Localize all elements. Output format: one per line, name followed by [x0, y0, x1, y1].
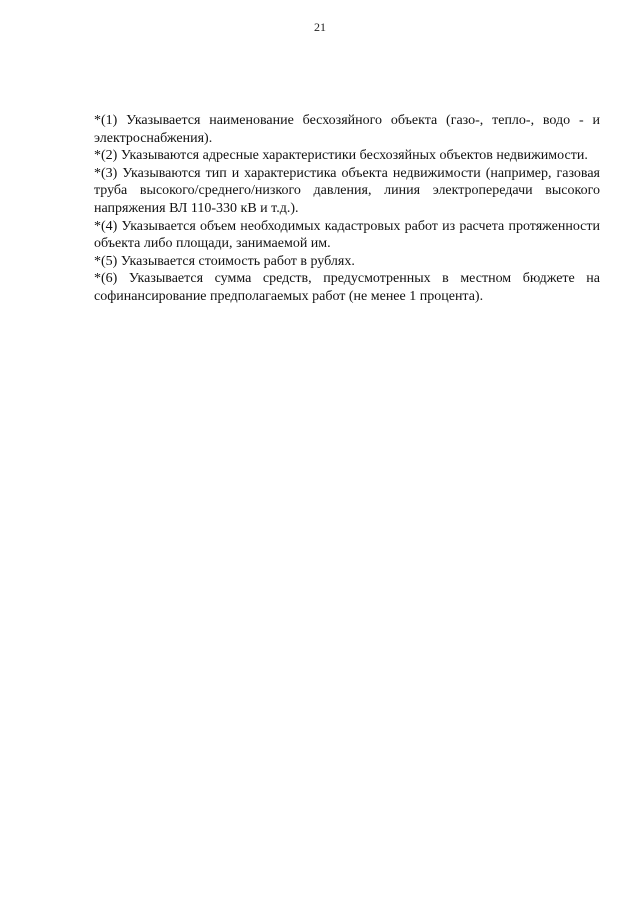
footnote-2: *(2) Указываются адресные характеристики бесхозяйных объектов недвижимости.	[94, 148, 588, 164]
page-number: 21	[314, 20, 326, 34]
footnote-3: *(3) Указываются тип и характеристика объекта недвижимости (например, газовая труба высокого/среднего/низкого давления, линия электропередачи высокого напряжения ВЛ 110-330 кВ и т.д.).	[94, 165, 600, 216]
footnote-6: *(6) Указывается сумма средств, предусмотренных в местном бюджете на софинансирование предполагаемых работ (не менее 1 процента).	[94, 271, 600, 304]
footnote-4: *(4) Указывается объем необходимых кадастровых работ из расчета протяженности объекта либо площади, занимаемой им.	[94, 218, 600, 252]
footnote-5: *(5) Указывается стоимость работ в рублях.	[94, 253, 355, 269]
footnote-1: *(1) Указывается наименование бесхозяйного объекта (газо-, тепло-, водо - и электроснабжения).	[94, 113, 600, 146]
footnotes-list	[94, 112, 600, 306]
